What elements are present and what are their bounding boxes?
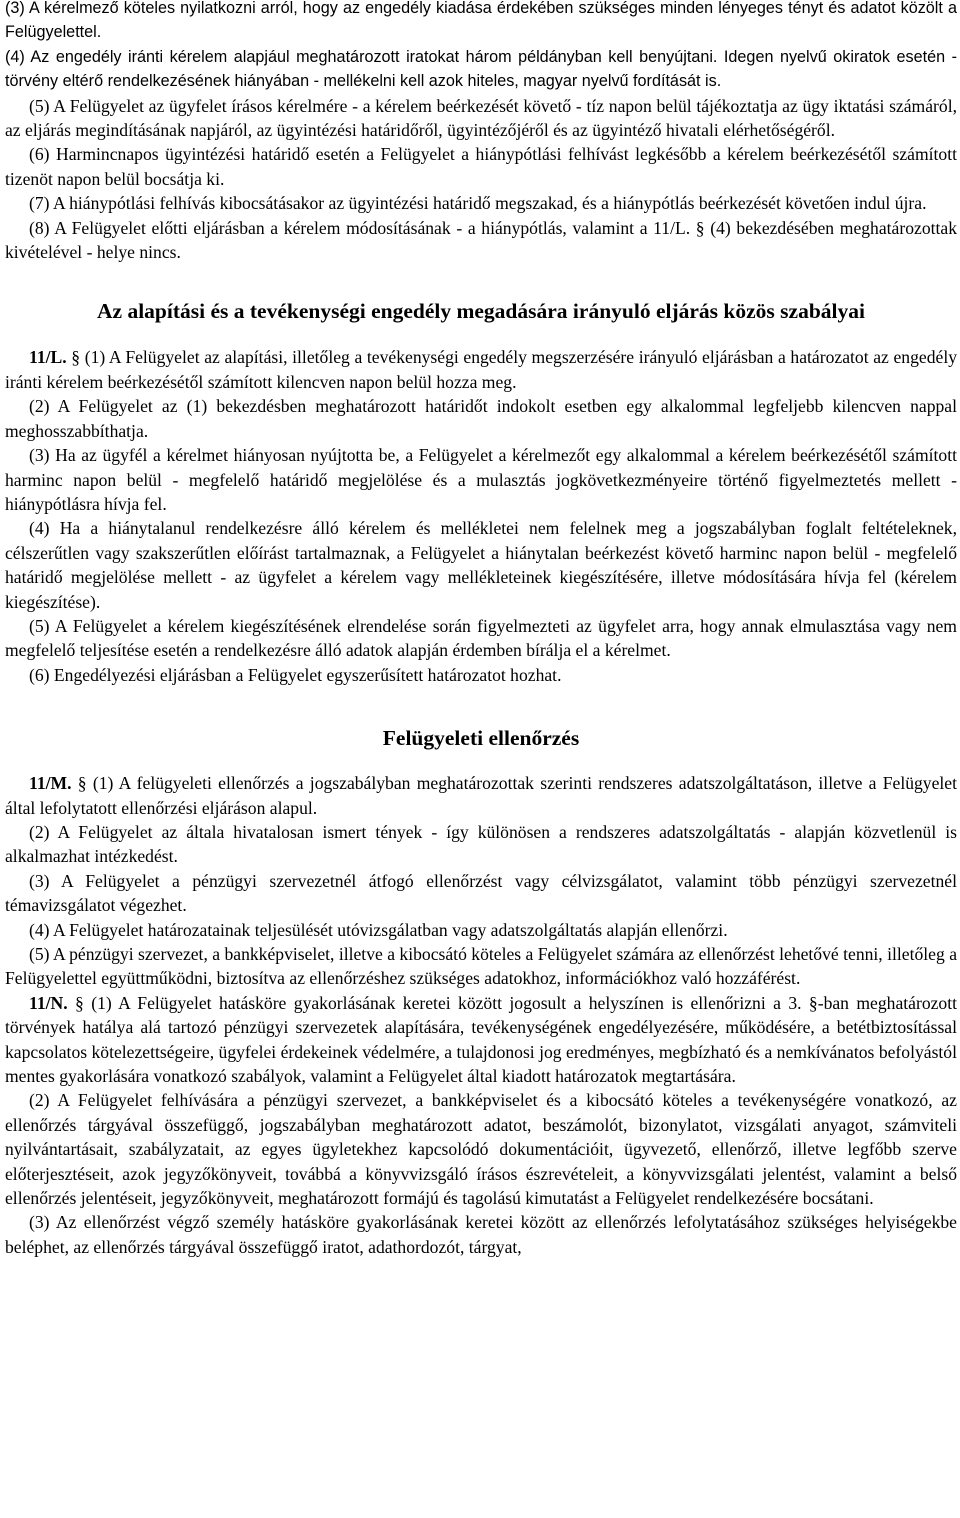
paragraph-text: (2) A Felügyelet felhívására a pénzügyi szervezet, a bankképviselet és a kibocsátó köteles a tevékenységére vonatkozó, az ellenőrzés tárgyával összefüggő, jogszabályban meghatározott adatot, beszámolót, bizonylatot, vizsgálati anyagot, számviteli nyilvántartásait, szabályzatait, az egyes ügyletekhez kapcsolódó dokumentációit, ügyvezető, ellenőrző, illetve legfőbb szerve előterjesztéseit, azok jegyzőkönyveit, továbbá a könyvvizsgáló írásos észrevételeit, a könyvvizsgálati jelentést, valamint a belső ellenőrzés jelentéseit, jegyzőkönyveit, meghatározott formájú és tagolású kimutatást a Felügyelet rendelkezésére bocsátani. bbox=[5, 1090, 957, 1209]
paragraph-text: § (1) A felügyeleti ellenőrzés a jogszabályban meghatározottak szerinti rendszeres adatszolgáltatáson, illetve a Felügyelet által lefolytatott ellenőrzési eljáráson alapul. bbox=[5, 773, 957, 818]
section-number: 11/M. bbox=[29, 773, 72, 794]
paragraph-group-2 bbox=[5, 345, 957, 687]
paragraph-text: (6) Harmincnapos ügyintézési határidő esetén a Felügyelet a hiánypótlási felhívást legkésőbb a kérelem beérkezésétől számított tizenöt napon belül bocsátja ki. bbox=[5, 144, 957, 189]
paragraph-text: (3) A Felügyelet a pénzügyi szervezetnél átfogó ellenőrzést vagy célvizsgálatot, valamint több pénzügyi szervezetnél témavizsgálatot végezhet. bbox=[5, 870, 957, 916]
paragraph bbox=[5, 991, 957, 1089]
paragraph bbox=[5, 516, 957, 614]
paragraph bbox=[5, 216, 957, 265]
paragraph-group-1 bbox=[5, 0, 957, 264]
paragraph bbox=[5, 94, 957, 143]
paragraph-text: (5) A Felügyelet a kérelem kiegészítésének elrendelése során figyelmezteti az ügyfelet arra, hogy annak elmulasztása vagy nem megfelelő teljesítése esetén a rendelkezésre álló adatok alapján érdemben bírálja el a kérelmet. bbox=[5, 615, 957, 661]
paragraph-text: (2) A Felügyelet az (1) bekezdésben meghatározott határidőt indokolt esetben egy alkalommal legfeljebb kilencven nappal meghosszabbíthatja. bbox=[5, 396, 957, 441]
section-number: 11/L. bbox=[29, 347, 67, 368]
paragraph-text: (6) Engedélyezési eljárásban a Felügyelet egyszerűsített határozatot hozhat. bbox=[29, 664, 562, 685]
paragraph bbox=[5, 142, 957, 191]
document-page bbox=[5, 0, 957, 1259]
paragraph-text: (3) A kérelmező köteles nyilatkozni arról, hogy az engedély kiadása érdekében szükséges minden lényeges tényt és adatot közölt a Felügyelettel. bbox=[5, 0, 957, 42]
section-number: 11/N. bbox=[29, 992, 68, 1013]
paragraph bbox=[5, 869, 957, 918]
paragraph-text: (8) A Felügyelet előtti eljárásban a kérelem módosításának - a hiánypótlás, valamint a 11/L. § (4) bekezdésében meghatározottak kivételével - helye nincs. bbox=[5, 217, 957, 263]
paragraph bbox=[5, 45, 957, 94]
paragraph bbox=[5, 614, 957, 663]
paragraph bbox=[5, 394, 957, 443]
paragraph-text: (4) Ha a hiánytalanul rendelkezésre álló kérelem és mellékletei nem felelnek meg a jogszabályban foglalt feltételeknek, célszerűtlen vagy szakszerűtlen előírást tartalmaznak, a Felügyelet a hiánytalan beérkezést követő harminc napon belül - megfelelő határidő megjelölése mellett - az ügyfelet a kérelem vagy mellékleteinek kiegészítésére, illetve módosítására hívja fel (kérelem kiegészítése). bbox=[5, 518, 957, 612]
paragraph-text: (4) Az engedély iránti kérelem alapjául meghatározott iratokat három példányban kell benyújtani. Idegen nyelvű okiratok esetén - törvény eltérő rendelkezésének hiányában - mellékelni kell azok hiteles, magyar nyelvű fordítását is. bbox=[5, 47, 957, 91]
paragraph bbox=[5, 1088, 957, 1210]
paragraph-text: (7) A hiánypótlási felhívás kibocsátásakor az ügyintézési határidő megszakad, és a hiánypótlás beérkezését követően indul újra. bbox=[29, 193, 927, 214]
paragraph-text: (3) Az ellenőrzést végző személy hatásköre gyakorlásának keretei között az ellenőrzés lefolytatásához szükséges helyiségekbe beléphet, az ellenőrzés tárgyával összefüggő iratot, adathordozót, tárgyat, bbox=[5, 1212, 957, 1257]
paragraph bbox=[5, 443, 957, 516]
paragraph bbox=[5, 1210, 957, 1259]
paragraph bbox=[5, 942, 957, 991]
paragraph-text: (5) A Felügyelet az ügyfelet írásos kérelmére - a kérelem beérkezését követő - tíz napon belül tájékoztatja az ügy iktatási számáról, az eljárás megindításának napjáról, az ügyintézési határidőről, ügyintézőjéről és az ügyintéző hivatali elérhetőségéről. bbox=[5, 95, 957, 141]
paragraph bbox=[5, 918, 957, 942]
paragraph-text: § (1) A Felügyelet hatásköre gyakorlásának keretei között jogosult a helyszínen is ellenőrizni a 3. §-ban meghatározott törvények hatálya alá tartozó pénzügyi szervezetek alapítására, tevékenységének engedélyezésére, működésére, a betétbiztosítással kapcsolatos kötelezettségeire, ügyfelei érdekeinek védelmére, a tulajdonosi jog eredményes, megbízható és a nemkívánatos befolyástól mentes gyakorlására vonatkozó szabályok, valamint a Felügyelet által kiadott határozatok megtartására. bbox=[5, 992, 957, 1087]
paragraph bbox=[5, 0, 957, 45]
paragraph bbox=[5, 820, 957, 869]
paragraph bbox=[5, 345, 957, 394]
paragraph-text: (4) A Felügyelet határozatainak teljesülését utóvizsgálatban vagy adatszolgáltatás alapján ellenőrzi. bbox=[29, 919, 728, 940]
paragraph-group-3 bbox=[5, 771, 957, 1259]
section-heading-common-rules: Az alapítási és a tevékenységi engedély megadására irányuló eljárás közös szabályai bbox=[97, 299, 865, 324]
paragraph-text: (5) A pénzügyi szervezet, a bankképviselet, illetve a kibocsátó köteles a Felügyelet számára az ellenőrzést lehetővé tenni, illetőleg a Felügyelettel együttműködni, biztosítva az ellenőrzéshez szükséges adatokhoz, információkhoz való hozzáférést. bbox=[5, 944, 957, 989]
paragraph bbox=[5, 191, 957, 215]
paragraph-text: (2) A Felügyelet az általa hivatalosan ismert tények - így különösen a rendszeres adatszolgáltatás - alapján közvetlenül is alkalmazhat intézkedést. bbox=[5, 821, 957, 867]
paragraph bbox=[5, 663, 957, 687]
paragraph-text: (3) Ha az ügyfél a kérelmet hiányosan nyújtotta be, a Felügyelet a kérelmezőt egy alkalommal a kérelem beérkezésétől számított harminc napon belül - megfelelő határidő megjelölése és a mulasztás jogkövetkezményeire történő figyelmeztetés mellett - hiánypótlásra hívja fel. bbox=[5, 445, 957, 514]
section-heading-supervisory-control: Felügyeleti ellenőrzés bbox=[382, 726, 580, 751]
paragraph bbox=[5, 771, 957, 820]
paragraph-text: § (1) A Felügyelet az alapítási, illetőleg a tevékenységi engedély megszerzésére irányuló eljárásban a határozatot az engedély iránti kérelem beérkezésétől számított kilencven napon belül hozza meg. bbox=[5, 347, 957, 392]
